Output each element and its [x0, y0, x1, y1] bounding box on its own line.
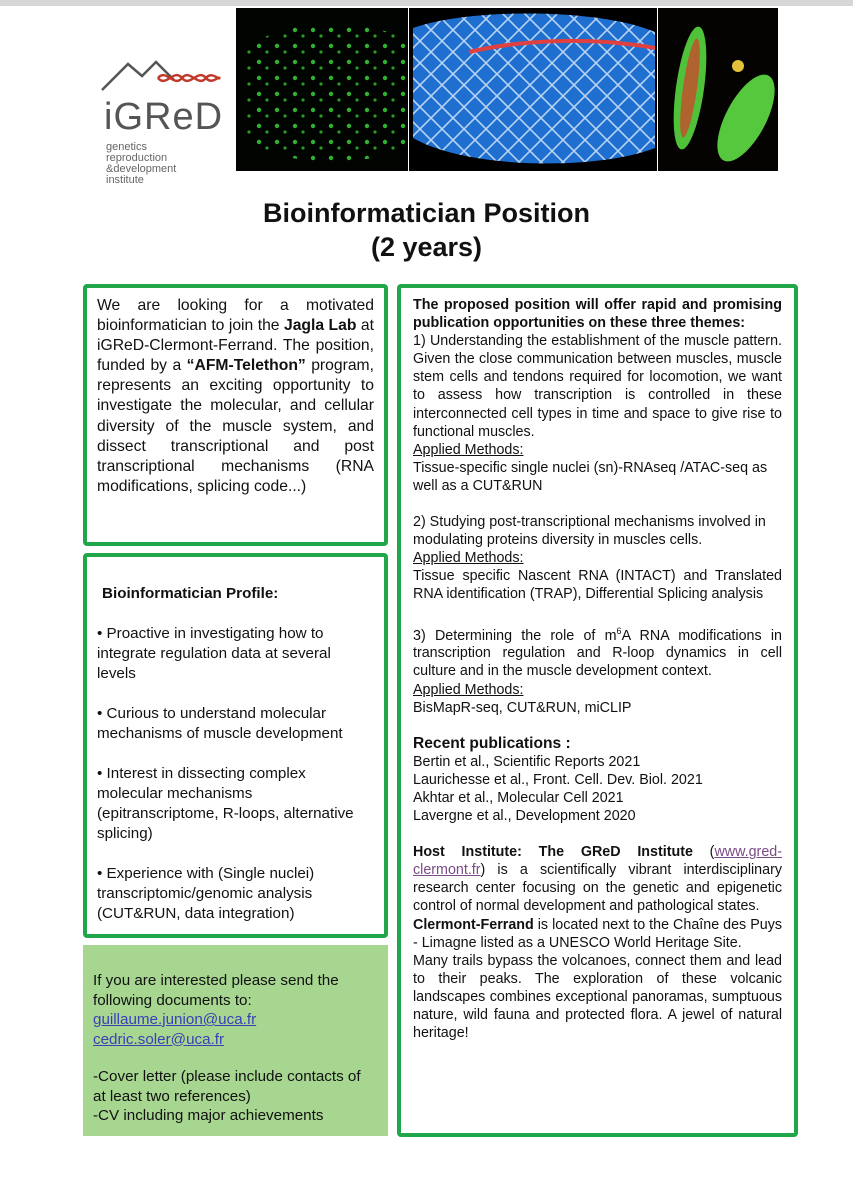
microscopy-image-blue-muscle-pattern	[409, 8, 657, 171]
city-text: Clermont-Ferrand is located next to the Chaîne des Puys - Limagne listed as a UNESCO World Heritage Site.	[413, 916, 782, 951]
themes-intro: The proposed position will offer rapid and promising publication opportunities on these three themes:	[413, 297, 782, 332]
trails-text: Many trails bypass the volcanoes, connect them and lead to their peaks. The exploration of these volcanic landscapes combines exceptional panoramas, sumptuous nature, wild fauna and protected flora. A jewel of natural heritage!	[413, 952, 782, 1042]
theme-2-methods: Tissue specific Nascent RNA (INTACT) and Translated RNA identification (TRAP), Differential Splicing analysis	[413, 568, 782, 603]
logo-subtitle: genetics reproduction &development institute	[106, 141, 177, 186]
theme-1-methods: Tissue-specific single nuclei (sn)-RNAseq /ATAC-seq as well as a CUT&RUN	[413, 459, 768, 494]
requirement-cover-letter: -Cover letter (please include contacts of at least two references)	[93, 1068, 361, 1105]
profile-item: • Curious to understand molecular mechanisms of muscle development	[97, 705, 343, 742]
publication-item: Laurichesse et al., Front. Cell. Dev. Biol. 2021	[413, 771, 703, 788]
mountain-dna-logo-mark	[100, 50, 225, 100]
contact-intro: If you are interested please send the following documents to:	[93, 972, 339, 1009]
theme-1: 1) Understanding the establishment of the muscle pattern. Given the close communication between muscles, muscle stem cells and tendons required for locomotion, we want to assess how transcription is controlled in these interconnected cell types in time and space to give rise to functional muscles.	[413, 333, 782, 440]
profile-box	[83, 553, 388, 938]
publication-item: Akhtar et al., Molecular Cell 2021	[413, 790, 624, 807]
themes-box	[397, 284, 798, 1137]
page-title: Bioinformatician Position (2 years)	[262, 198, 591, 262]
publications-heading: Recent publications :	[413, 734, 571, 752]
profile-item: • Interest in dissecting complex molecular mechanisms (epitranscriptome, R-loops, alternative splicing)	[97, 765, 354, 842]
microscopy-image-green-nuclei	[236, 8, 408, 171]
intro-text: We are looking for a motivated bioinformatician to join the Jagla Lab at iGReD-Clermont-Ferrand. The position, funded by a “AFM-Telethon” program, represents an exciting opportunity to investigate the molecular, and cellular diversity of the muscle system, and dissect transcriptional and post transcriptional mechanisms (RNA modifications, splicing code...)	[97, 297, 374, 495]
publication-item: Lavergne et al., Development 2020	[413, 808, 636, 825]
publication-item: Bertin et al., Scientific Reports 2021	[413, 753, 641, 770]
igred-logo	[100, 50, 225, 186]
contact-box	[83, 945, 388, 1136]
profile-item: • Proactive in investigating how to integrate regulation data at several levels	[97, 625, 331, 682]
applied-methods-label: Applied Methods:	[413, 441, 524, 458]
theme-2: 2) Studying post-transcriptional mechanisms involved in modulating proteins diversity in muscles cells.	[413, 514, 766, 549]
institute-website-link[interactable]: www.gred-clermont.fr	[413, 844, 782, 879]
logo-wordmark: iGReD	[104, 96, 224, 138]
intro-box	[83, 284, 388, 546]
applied-methods-label: Applied Methods:	[413, 550, 524, 567]
applied-methods-label: Applied Methods:	[413, 681, 524, 698]
email-link[interactable]: guillaume.junion@uca.fr	[93, 1011, 257, 1028]
profile-item: • Experience with (Single nuclei) transcriptomic/genomic analysis (CUT&RUN, data integration)	[97, 865, 315, 922]
theme-3: 3) Determining the role of $m^6A$ RNA modifications in transcription regulation and R-loop dynamics in cell culture and in the muscle development context.	[413, 625, 782, 680]
host-institute-text: Host Institute: The GReD Institute (www.gred-clermont.fr) is a scientifically vibrant interdisciplinary research center focusing on the genetic and epigenetic control of normal development and pathological states.	[413, 844, 782, 915]
email-link[interactable]: cedric.soler@uca.fr	[93, 1030, 225, 1048]
microscopy-image-muscle-fibers	[658, 8, 778, 171]
top-border	[0, 0, 853, 6]
profile-heading: Bioinformatician Profile:	[102, 585, 279, 602]
requirement-cv: -CV including major achievements	[93, 1107, 324, 1124]
theme-3-methods: BisMapR-seq, CUT&RUN, miCLIP	[413, 699, 632, 716]
